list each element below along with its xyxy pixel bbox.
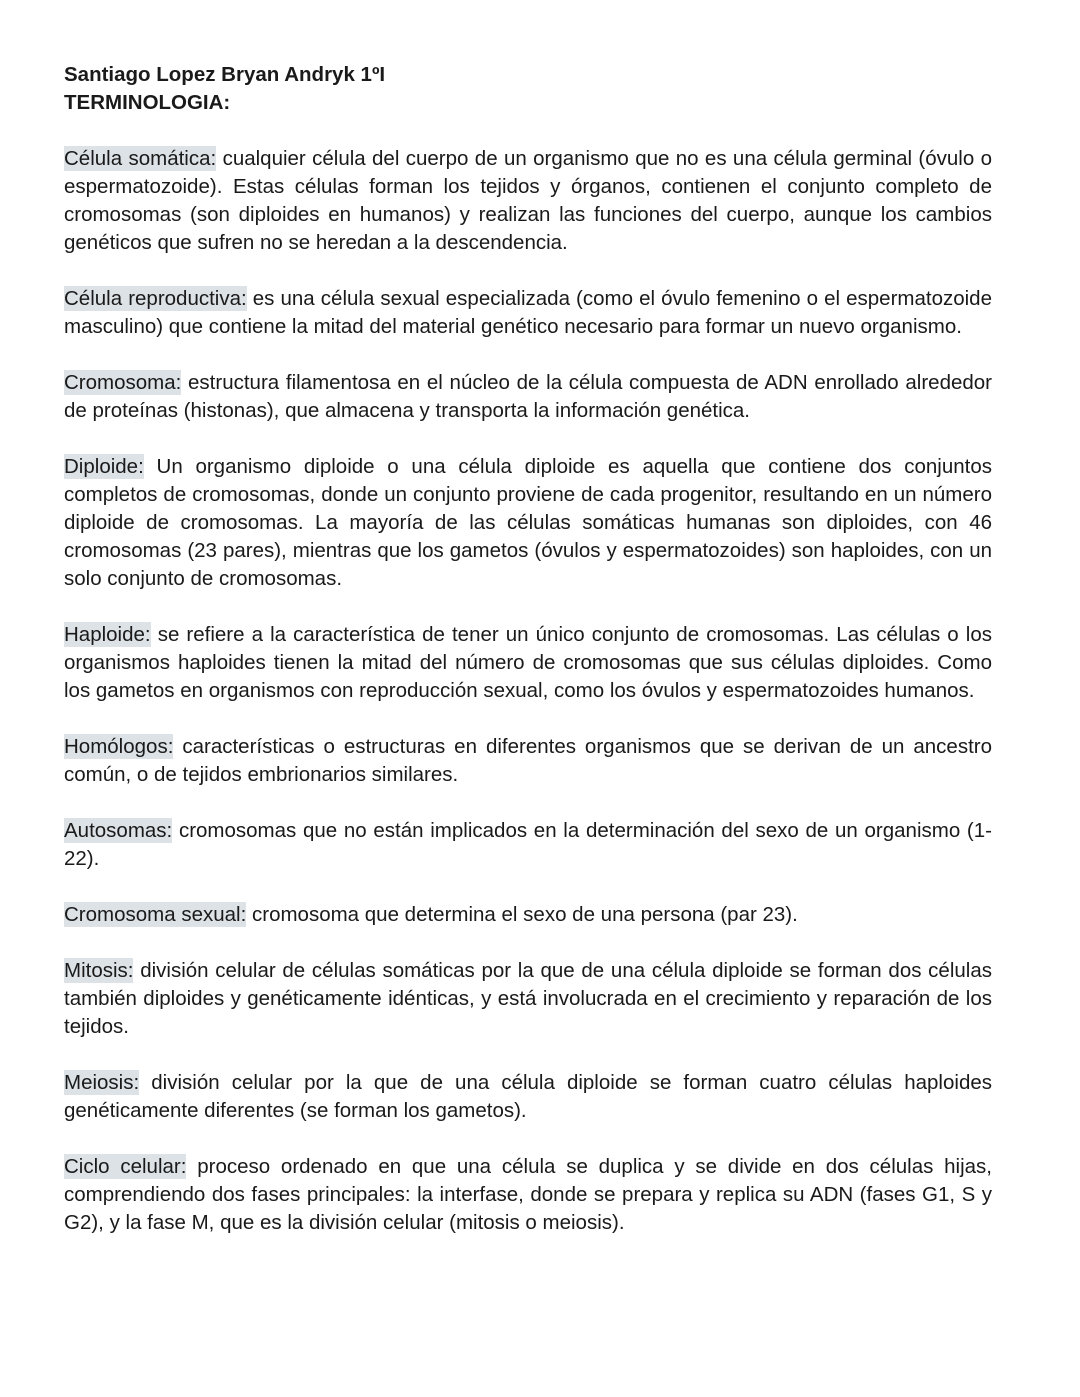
term-label: Célula reproductiva: <box>64 287 247 310</box>
term-label: Cromosoma sexual: <box>64 903 247 926</box>
term-label: Diploide: <box>64 455 144 478</box>
definition-text: características o estructuras en diferentes organismos que se derivan de un ancestro común, o de tejidos embrionarios similares. <box>64 735 992 786</box>
term-label: Autosomas: <box>64 819 173 842</box>
definition-entry <box>64 145 992 257</box>
definition-text: se refiere a la característica de tener un único conjunto de cromosomas. Las células o los organismos haploides tienen la mitad del número de cromosomas que sus células diploides. Como los gametos en organismos con reproducción sexual, como los óvulos y espermatozoides humanos. <box>64 623 992 702</box>
definition-entry <box>64 817 992 873</box>
definition-text: cromosoma que determina el sexo de una persona (par 23). <box>246 903 798 926</box>
document-heading: TERMINOLOGIA: <box>64 91 231 114</box>
definition-entry <box>64 901 992 929</box>
author-line: Santiago Lopez Bryan Andryk 1ºI <box>64 63 386 86</box>
term-label: Homólogos: <box>64 735 174 758</box>
definition-entry <box>64 733 992 789</box>
definition-entry <box>64 453 992 593</box>
definition-entry <box>64 285 992 341</box>
definition-text: es una célula sexual especializada (como el óvulo femenino o el espermatozoide masculino) que contiene la mitad del material genético necesario para formar un nuevo organismo. <box>64 287 992 338</box>
term-label: Meiosis: <box>64 1071 140 1094</box>
term-label: Mitosis: <box>64 959 134 982</box>
term-label: Ciclo celular: <box>64 1155 187 1178</box>
definition-text: división celular de células somáticas por la que de una célula diploide se forman dos células también diploides y genéticamente idénticas, y está involucrada en el crecimiento y reparación de los tejidos. <box>64 959 992 1038</box>
definition-text: proceso ordenado en que una célula se duplica y se divide en dos células hijas, comprendiendo dos fases principales: la interfase, donde se prepara y replica su ADN (fases G1, S y G2), y la fase M, que es la división celular (mitosis o meiosis). <box>64 1155 992 1234</box>
term-label: Haploide: <box>64 623 151 646</box>
definition-text: estructura filamentosa en el núcleo de la célula compuesta de ADN enrollado alrededor de proteínas (histonas), que almacena y transporta la información genética. <box>64 371 992 422</box>
definition-entry <box>64 621 992 705</box>
definition-entry <box>64 1153 992 1237</box>
term-label: Cromosoma: <box>64 371 182 394</box>
definition-text: cualquier célula del cuerpo de un organismo que no es una célula germinal (óvulo o espermatozoide). Estas células forman los tejidos y órganos, contienen el conjunto completo de cromosomas (son diploides en humanos) y realizan las funciones del cuerpo, aunque los cambios genéticos que sufren no se heredan a la descendencia. <box>64 147 992 254</box>
definition-entry <box>64 369 992 425</box>
term-label: Célula somática: <box>64 147 217 170</box>
definition-entry <box>64 957 992 1041</box>
definition-text: cromosomas que no están implicados en la determinación del sexo de un organismo (1-22). <box>64 819 992 870</box>
definition-text: división celular por la que de una célula diploide se forman cuatro células haploides genéticamente diferentes (se forman los gametos). <box>64 1071 992 1122</box>
definition-entry <box>64 1069 992 1125</box>
definition-text: Un organismo diploide o una célula diploide es aquella que contiene dos conjuntos completos de cromosomas, donde un conjunto proviene de cada progenitor, resultando en un número diploide de cromosomas. La mayoría de las células somáticas humanas son diploides, con 46 cromosomas (23 pares), mientras que los gametos (óvulos y espermatozoides) son haploides, con un solo conjunto de cromosomas. <box>64 455 992 590</box>
